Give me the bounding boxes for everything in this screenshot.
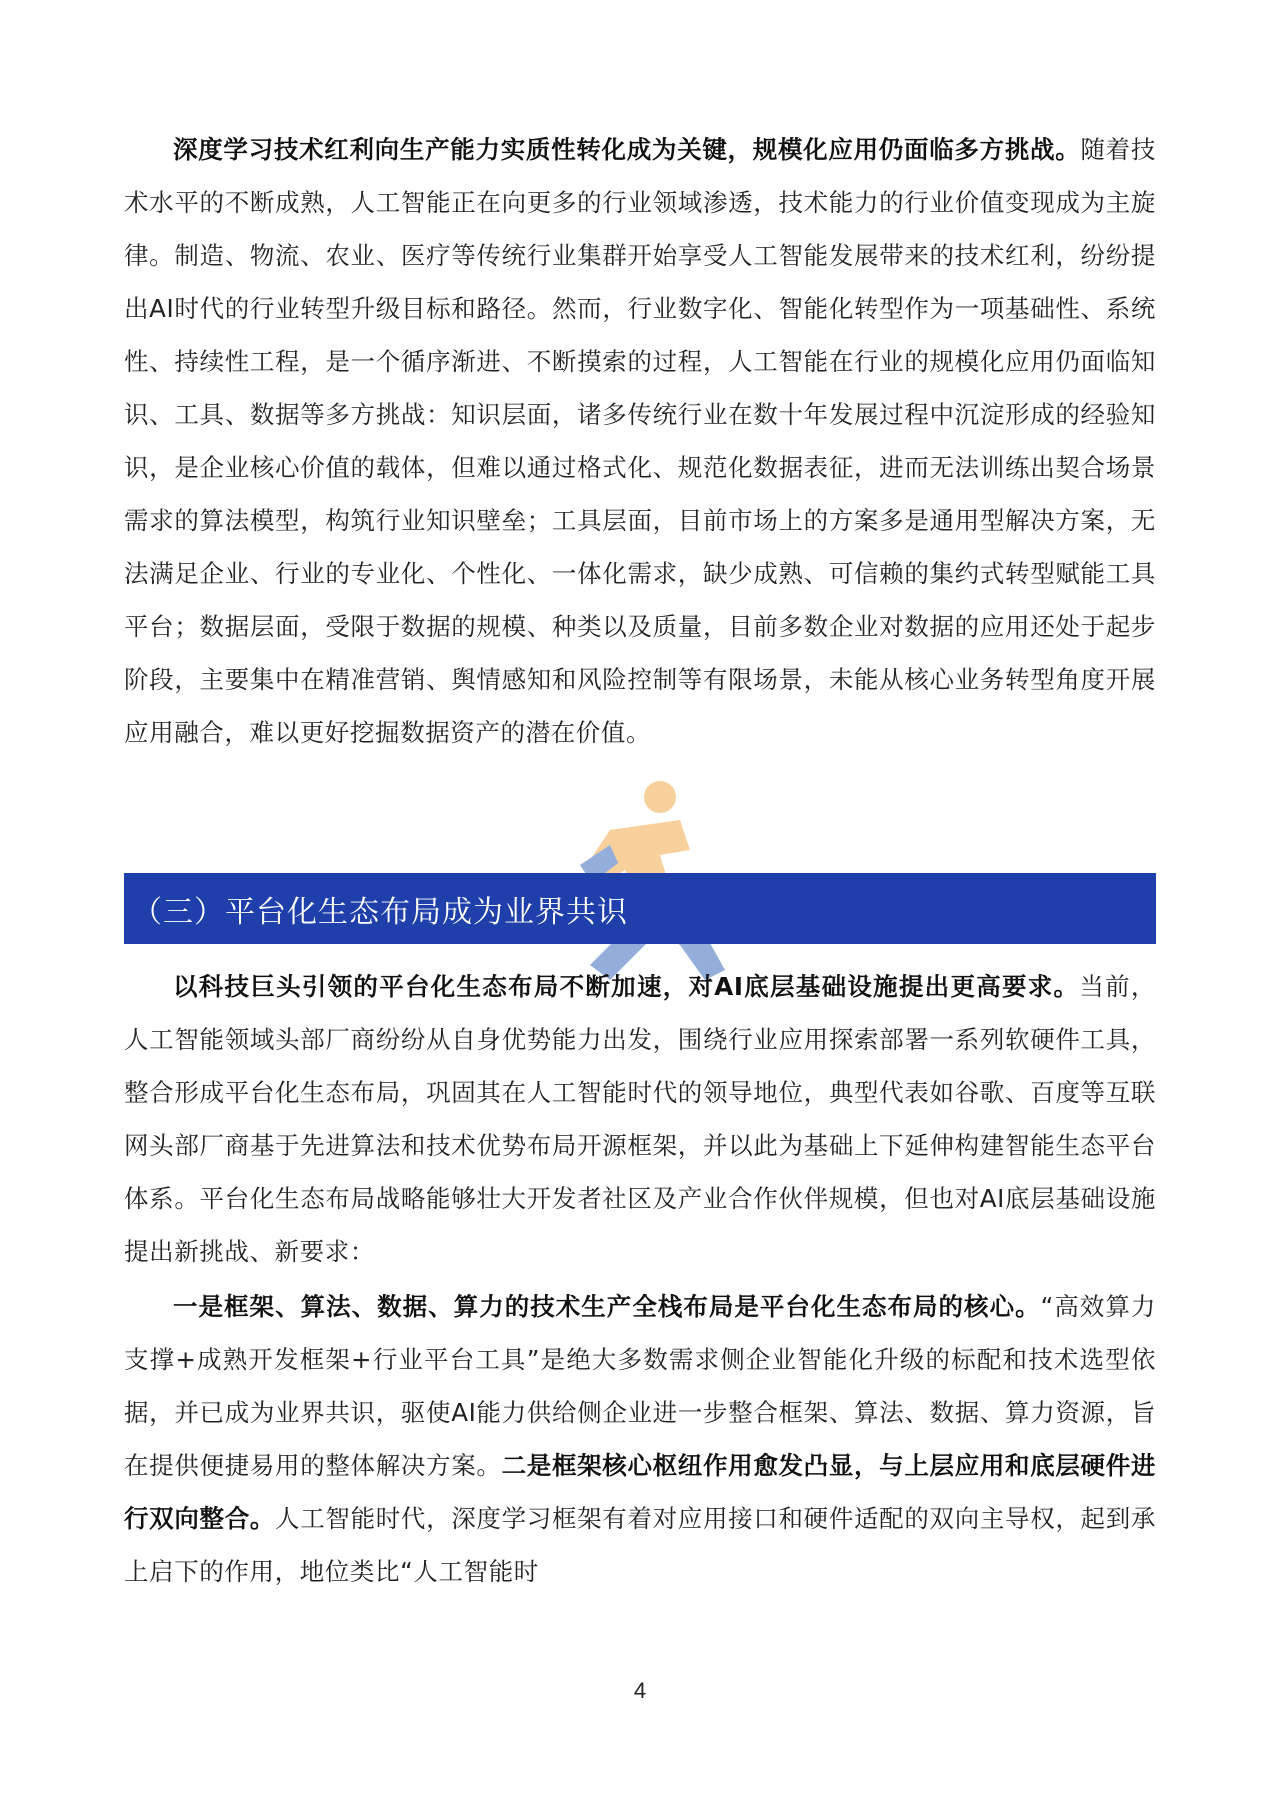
paragraph-platform-ecosystem bbox=[124, 960, 1156, 1278]
section-title: （三）平台化生态布局成为业界共识 bbox=[132, 894, 628, 930]
paragraph-deep-learning-challenges bbox=[124, 123, 1156, 759]
paragraph-body: “高效算力支撑+成熟开发框架+行业平台工具”是绝大多数需求侧企业智能化升级的标配和技术选型依据，并已成为业界共识，驱使AI能力供给侧企业进一步整合框架、算法、数据、算力资源，旨在提供便捷易用的整体解决方案。 bbox=[124, 1292, 1156, 1480]
paragraph-lead-bold-second: 二是框架核心枢纽作用愈发凸显，与上层应用和底层硬件进行双向整合。 bbox=[124, 1451, 1156, 1533]
paragraph-lead-bold: 深度学习技术红利向生产能力实质性转化成为关键，规模化应用仍面临多方挑战。 bbox=[173, 135, 1081, 164]
paragraph-lead-bold: 以科技巨头引领的平台化生态布局不断加速，对AI底层基础设施提出更高要求。 bbox=[173, 972, 1080, 1001]
paragraph-body: 随着技术水平的不断成熟，人工智能正在向更多的行业领域渗透，技术能力的行业价值变现成为主旋律。制造、物流、农业、医疗等传统行业集群开始享受人工智能发展带来的技术红利，纷纷提出AI时代的行业转型升级目标和路径。然而，行业数字化、智能化转型作为一项基础性、系统性、持续性工程，是一个循序渐进、不断摸索的过程，人工智能在行业的规模化应用仍面临知识、工具、数据等多方挑战：知识层面，诸多传统行业在数十年发展过程中沉淀形成的经验知识，是企业核心价值的载体，但难以通过格式化、规范化数据表征，进而无法训练出契合场景需求的算法模型，构筑行业知识壁垒；工具层面，目前市场上的方案多是通用型解决方案，无法满足企业、行业的专业化、个性化、一体化需求，缺少成熟、可信赖的集约式转型赋能工具平台；数据层面，受限于数据的规模、种类以及质量，目前多数企业对数据的应用还处于起步阶段，主要集中在精准营销、舆情感知和风险控制等有限场景，未能从核心业务转型角度开展应用融合，难以更好挖掘数据资产的潜在价值。 bbox=[124, 135, 1156, 747]
paragraph-body-second: 人工智能时代，深度学习框架有着对应用接口和硬件适配的双向主导权，起到承上启下的作用，地位类比“人工智能时 bbox=[124, 1504, 1156, 1586]
page-number: 4 bbox=[633, 1678, 647, 1703]
paragraph-body: 当前，人工智能领域头部厂商纷纷从自身优势能力出发，围绕行业应用探索部署一系列软硬件工具，整合形成平台化生态布局，巩固其在人工智能时代的领导地位，典型代表如谷歌、百度等互联网头部厂商基于先进算法和技术优势布局开源框架，并以此为基础上下延伸构建智能生态平台体系。平台化生态布局战略能够壮大开发者社区及产业合作伙伴规模，但也对AI底层基础设施提出新挑战、新要求： bbox=[124, 972, 1156, 1266]
paragraph-framework-core bbox=[124, 1280, 1156, 1598]
section-heading-bar bbox=[124, 873, 1156, 944]
paragraph-lead-bold: 一是框架、算法、数据、算力的技术生产全栈布局是平台化生态布局的核心。 bbox=[173, 1292, 1041, 1321]
